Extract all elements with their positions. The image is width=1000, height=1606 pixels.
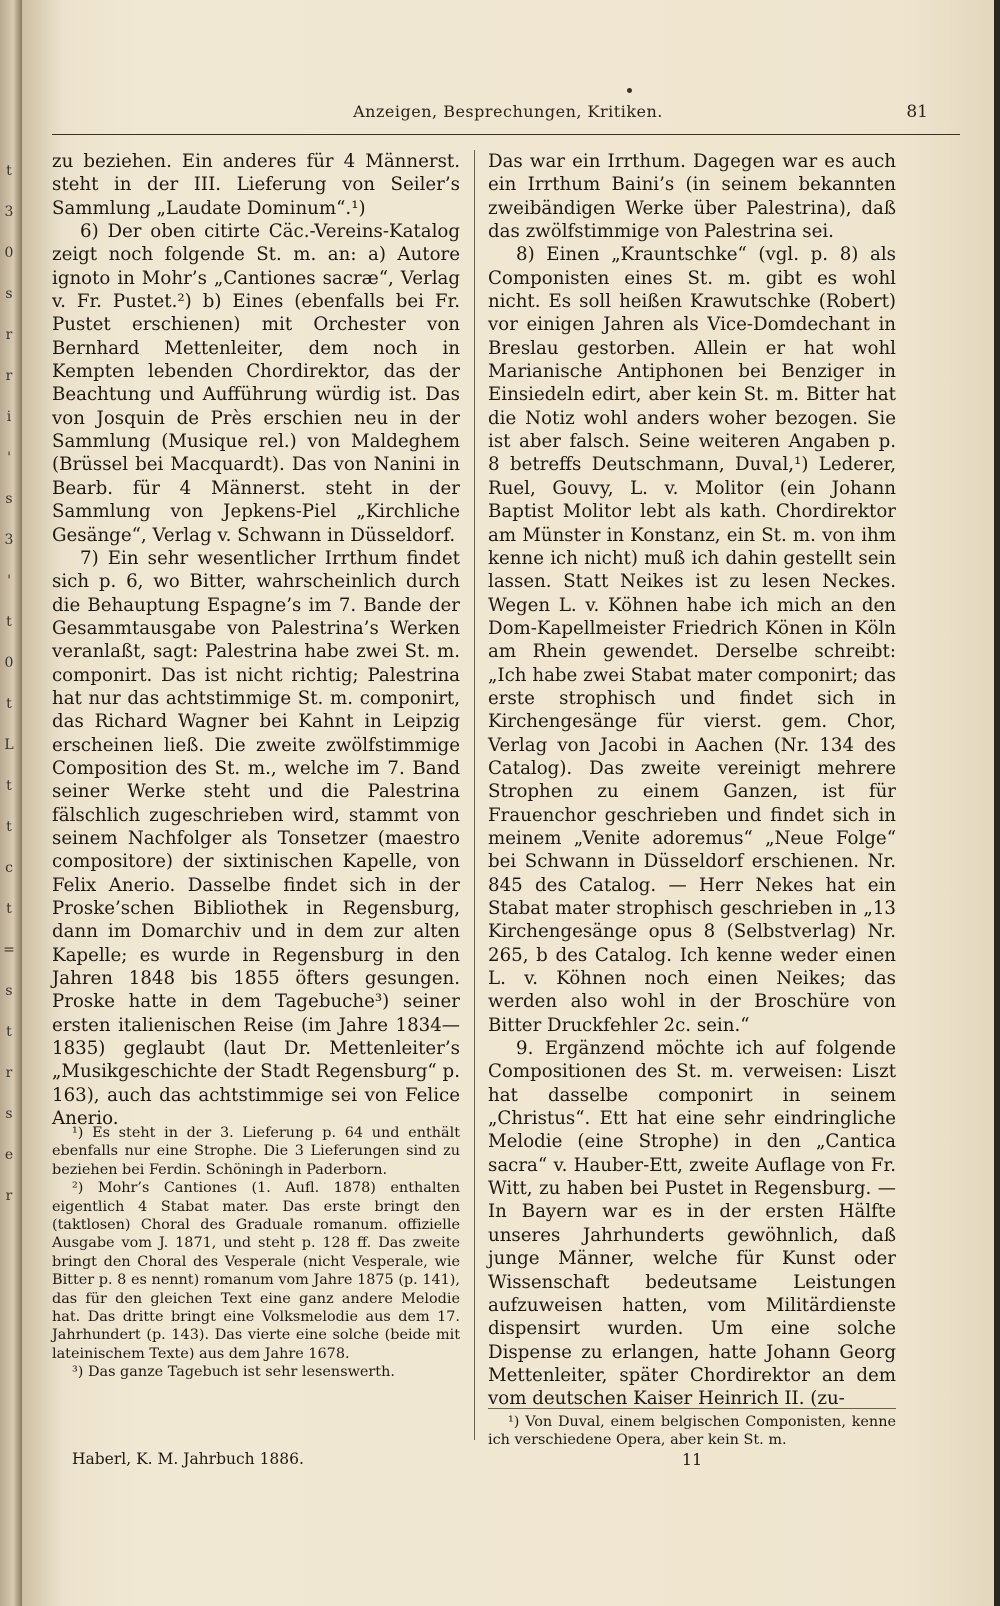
bleed-letter: t: [6, 163, 12, 179]
bleed-letter: c: [5, 860, 13, 876]
bleed-letter: ': [7, 450, 11, 466]
left-footnotes: [52, 1124, 460, 1382]
bleed-letter: 3: [4, 204, 14, 220]
bleed-letter: t: [6, 901, 12, 917]
footnote-rule: [488, 1408, 896, 1409]
footnote: ¹) Es steht in der 3. Lieferung p. 64 und enthält ebenfalls nur eine Strophe. Die 3 Lieferungen sind zu beziehen bei Ferdin. Schöningh in Paderborn.: [52, 1125, 460, 1178]
bleed-letter: 0: [4, 245, 14, 261]
paragraph: 6) Der oben citirte Cäc.-Vereins-Katalog zeigt noch folgende St. m. an: a) Autore ignoto in Mohr’s „Cantiones sacræ“, Verlag v. Fr. Pustet.²) b) Eines (ebenfalls bei Fr. Pustet erschienen) mit Orchester von Bernhard Mettenleiter, dem noch in Kempten lebenden Chordirektor, das der Beachtung und Aufführung würdig ist. Das von Josquin de Près erschien neu in der Sammlung (Musique rel.) von Maldeghem (Brüssel bei Macquardt). Das von Nanini in Bearb. für 4 Männerst. steht in der Sammlung von Jepkens-Piel „Kirchliche Gesänge“, Verlag v. Schwann in Düsseldorf.: [52, 221, 460, 546]
bleed-letter: 0: [4, 655, 14, 671]
bleed-letter: r: [5, 327, 13, 343]
bleed-letter: t: [6, 1024, 12, 1040]
bleed-letter: ': [7, 573, 11, 589]
print-speck: [627, 88, 632, 93]
footnote: ²) Mohr’s Cantiones (1. Aufl. 1878) enthalten eigentlich 4 Stabat mater. Das erste bringt den (taktlosen) Choral des Graduale romanum. offizielle Ausgabe vom J. 1871, und steht p. 128 ff. Das zweite bringt den Choral des Vesperale (nicht Vesperale, wie Bitter p. 8 es nennt) romanum vom Jahre 1875 (p. 141), das für den gleichen Text eine ganz andere Melodie hat. Das dritte bringt eine Volksmelodie aus dem 17. Jahrhundert (p. 143). Das vierte eine solche (beide mit lateinischem Texte) aus dem Jahre 1678.: [52, 1180, 460, 1362]
bleed-letter: r: [5, 1065, 13, 1081]
column-divider: [474, 150, 475, 1440]
bleed-letter: s: [5, 491, 13, 507]
signature-line: Haberl, K. M. Jahrbuch 1886.: [72, 1450, 304, 1468]
right-column: [488, 150, 896, 1411]
footnote: ¹) Von Duval, einem belgischen Componisten, kenne ich verschiedene Opera, aber kein St. m.: [488, 1414, 896, 1449]
footnote: ³) Das ganze Tagebuch ist sehr lesenswerth.: [72, 1364, 395, 1381]
left-column: [52, 150, 460, 1130]
bleed-letter: r: [5, 368, 13, 384]
right-footnotes: [488, 1408, 896, 1450]
journal-page: [22, 0, 994, 1606]
header-rule: [52, 134, 960, 135]
bleed-letter: t: [6, 778, 12, 794]
paragraph: 7) Ein sehr wesentlicher Irrthum findet sich p. 6, wo Bitter, wahrscheinlich durch die Behauptung Espagne’s im 7. Bande der Gesammtausgabe von Palestrina’s Werken veranlaßt, sagt: Palestrina habe zwei St. m. componirt. Das ist nicht richtig; Palestrina hat nur das achtstimmige St. m. componirt, das Richard Wagner bei Kahnt in Leipzig erscheinen ließ. Die zweite zwölfstimmige Composition des St. m., welche im 7. Band seiner Werke steht und die Palestrina fälschlich zugeschrieben wird, stammt von seinem Nachfolger als Tonsetzer (maestro compositore) der sixtinischen Kapelle, von Felix Anerio. Dasselbe findet sich in der Proske’schen Bibliothek in Regensburg, dann im Domarchiv und in dem zur alten Kapelle; es wurde in Regensburg in den Jahren 1848 bis 1855 öfters gesungen. Proske hatte in dem Tagebuche³) seiner ersten italienischen Reise (im Jahre 1834—1835) geglaubt (laut Dr. Mettenleiter’s „Musikgeschichte der Stadt Regensburg“ p. 163), auch das achtstimmige sei von Felice Anerio.: [52, 547, 460, 1130]
paragraph: 9. Ergänzend möchte ich auf folgende Compositionen des St. m. verweisen: Liszt hat dasselbe componirt in seinem „Christus“. Ett hat eine sehr eindringliche Melodie (eine Strophe) in den „Cantica sacra“ v. Hauber-Ett, zweite Auflage von Fr. Witt, zu haben bei Pustet in Regensburg. — In Bayern war es in der ersten Hälfte unseres Jahrhunderts gewöhnlich, daß junge Männer, welche für Kunst oder Wissenschaft bedeutsame Leistungen aufzuweisen hatten, vom Militärdienste dispensirt wurden. Um eine solche Dispense zu erlangen, hatte Johann Georg Mettenleiter, später Chordirektor an dem vom deutschen Kaiser Heinrich II. (zu-: [488, 1038, 896, 1410]
bleed-letter: L: [4, 737, 14, 753]
bleed-letter: 3: [4, 532, 14, 548]
bleed-letter: =: [3, 942, 15, 958]
bleed-letter: r: [5, 1188, 13, 1204]
bleed-letter: s: [5, 1106, 13, 1122]
page-header: [52, 102, 964, 130]
bleed-letter: i: [6, 409, 12, 425]
paragraph: 8) Einen „Krauntschke“ (vgl. p. 8) als Componisten eines St. m. gibt es wohl nicht. Es soll heißen Krawutschke (Robert) vor einigen Jahren als Vice-Domdechant in Breslau gestorben. Allein er hat wohl Marianische Antiphonen bei Benziger in Einsiedeln edirt, aber kein St. m. Bitter hat die Notiz wohl anders woher bezogen. Sie ist aber falsch. Seine weiteren Angaben p. 8 betreffs Deutschmann, Duval,¹) Lederer, Ruel, Gouvy, L. v. Molitor (ein Johann Baptist Molitor lebt als kath. Chordirektor am Münster in Konstanz, ein St. m. von ihm kenne ich nicht) muß ich dahin gestellt sein lassen. Statt Neikes ist zu lesen Neckes. Wegen L. v. Köhnen habe ich mich an den Dom-Kapellmeister Friedrich Könen in Köln am Rhein gewendet. Derselbe schreibt: „Ich habe zwei Stabat mater componirt; das erste strophisch und findet sich in Kirchengesänge für vierst. gem. Chor, Verlag von Jacobi in Aachen (Nr. 134 des Catalog). Das zweite vereinigt mehrere Strophen zu einem Ganzen, ist für Frauenchor geschrieben und findet sich in meinem „Venite adoremus“ „Neue Folge“ bei Schwann in Düsseldorf erschienen. Nr. 845 des Catalog. — Herr Nekes hat ein Stabat mater strophisch geschrieben in „13 Kirchengesänge opus 8 (Selbstverlag) Nr. 265, b des Catalog. Ich kenne weder einen L. v. Köhnen noch einen Neikes; das werden also wohl in der Broschüre von Bitter Druckfehler 2c. sein.“: [488, 244, 896, 1036]
bleed-letter: t: [6, 819, 12, 835]
page-number: 81: [906, 102, 928, 122]
paragraph: zu beziehen. Ein anderes für 4 Männerst. steht in der III. Lieferung von Seiler’s Sammlung „Laudate Dominum“.¹): [52, 151, 460, 219]
bleed-letter: e: [4, 1147, 14, 1163]
previous-page-edge: [0, 0, 22, 1606]
running-title: Anzeigen, Besprechungen, Kritiken.: [353, 102, 663, 121]
bleed-letter: s: [5, 286, 13, 302]
bleed-letter: t: [6, 614, 12, 630]
bleed-letter: s: [5, 983, 13, 999]
bleed-letter: t: [6, 696, 12, 712]
sheet-number: 11: [681, 1450, 703, 1469]
paragraph: Das war ein Irrthum. Dagegen war es auch ein Irrthum Baini’s (in seinem bekannten zweibändigen Werke über Palestrina), daß das zwölfstimmige von Palestrina sei.: [488, 151, 896, 243]
